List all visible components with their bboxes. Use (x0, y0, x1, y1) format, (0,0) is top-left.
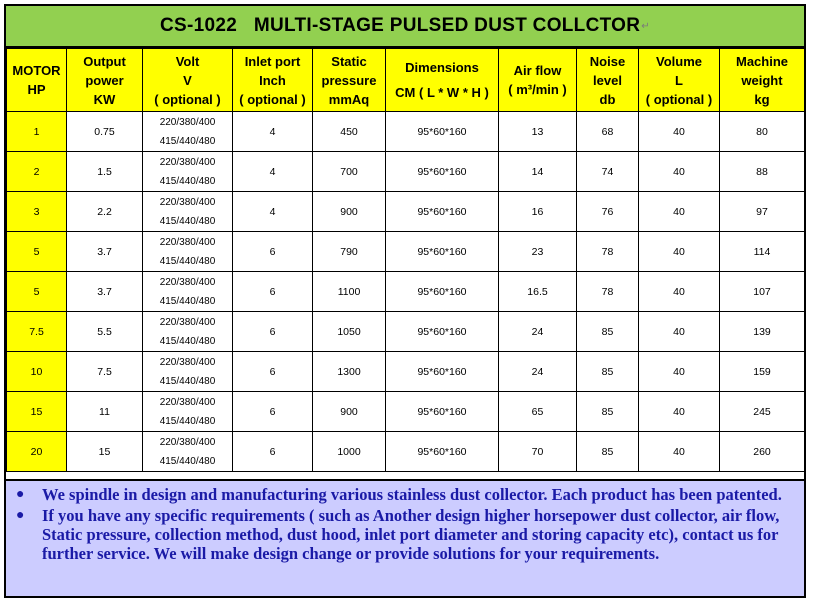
cell-dims: 95*60*160 (386, 392, 499, 432)
cell-hp: 2 (7, 152, 67, 192)
cell-weight: 245 (720, 392, 805, 432)
header-line: HP (27, 82, 46, 97)
notes-panel (6, 479, 804, 596)
header-line: Noise (589, 53, 626, 69)
cell-weight: 80 (720, 112, 805, 152)
cell-inlet: 6 (233, 232, 313, 272)
header-line: KW (93, 91, 116, 107)
spec-table (6, 48, 805, 472)
header-line: L (675, 72, 683, 88)
cell-static: 900 (313, 192, 386, 232)
cell-kw: 1.5 (67, 152, 143, 192)
voltage-line: 415/440/480 (159, 255, 216, 267)
header-line: Inlet port (244, 53, 301, 69)
cell-weight: 159 (720, 352, 805, 392)
table-row (7, 312, 805, 352)
voltage-line: 415/440/480 (159, 375, 216, 387)
cell-noise: 78 (577, 232, 639, 272)
header-line: Inch (259, 72, 286, 88)
cell-volume: 40 (639, 392, 720, 432)
cell-volt (143, 232, 233, 272)
cell-hp: 1 (7, 112, 67, 152)
cell-air: 65 (499, 392, 577, 432)
cell-weight: 114 (720, 232, 805, 272)
note-text: We spindle in design and manufacturing various stainless dust collector. Each product has been patented. (42, 485, 782, 504)
cell-volume: 40 (639, 432, 720, 472)
header-line: pressure (321, 72, 377, 88)
header-line: db (599, 91, 616, 107)
cell-noise: 85 (577, 432, 639, 472)
table-header (7, 49, 805, 112)
cell-volume: 40 (639, 232, 720, 272)
bullet-icon: ● (16, 508, 25, 523)
voltage-line: 220/380/400 (159, 356, 216, 368)
cell-dims: 95*60*160 (386, 432, 499, 472)
header-line: kg (754, 91, 770, 107)
cell-volt (143, 272, 233, 312)
voltage-line: 220/380/400 (159, 116, 216, 128)
header-line: ( optional ) (645, 91, 713, 107)
spec-sheet (4, 4, 806, 598)
header-line: V (183, 72, 192, 88)
cell-kw: 3.7 (67, 272, 143, 312)
cell-air: 16 (499, 192, 577, 232)
header-line: Static (331, 53, 367, 69)
cell-volume: 40 (639, 312, 720, 352)
cell-hp: 20 (7, 432, 67, 472)
cell-hp: 10 (7, 352, 67, 392)
cell-volt (143, 432, 233, 472)
header-line: Air flow (513, 63, 562, 78)
cell-weight: 139 (720, 312, 805, 352)
header-line: weight (741, 72, 783, 88)
table-row (7, 432, 805, 472)
cell-weight: 88 (720, 152, 805, 192)
cell-hp: 3 (7, 192, 67, 232)
cell-volt (143, 152, 233, 192)
header-line: Volume (656, 53, 702, 69)
voltage-line: 220/380/400 (159, 396, 216, 408)
cell-volt (143, 112, 233, 152)
voltage-line: 415/440/480 (159, 215, 216, 227)
cell-noise: 85 (577, 312, 639, 352)
cell-kw: 2.2 (67, 192, 143, 232)
cell-kw: 15 (67, 432, 143, 472)
voltage-line: 220/380/400 (159, 236, 216, 248)
cell-inlet: 4 (233, 192, 313, 232)
table-row (7, 392, 805, 432)
header-line: Output (83, 53, 126, 69)
column-header (233, 49, 313, 112)
cell-static: 450 (313, 112, 386, 152)
paragraph-mark-icon: ↵ (641, 20, 650, 32)
cell-static: 1050 (313, 312, 386, 352)
cell-hp: 15 (7, 392, 67, 432)
voltage-line: 415/440/480 (159, 455, 216, 467)
cell-kw: 3.7 (67, 232, 143, 272)
cell-air: 70 (499, 432, 577, 472)
voltage-line: 220/380/400 (159, 276, 216, 288)
page-title (6, 6, 804, 48)
header-line: level (593, 72, 622, 88)
voltage-line: 415/440/480 (159, 135, 216, 147)
cell-kw: 11 (67, 392, 143, 432)
column-header (67, 49, 143, 112)
voltage-line: 415/440/480 (159, 175, 216, 187)
note-item (14, 485, 794, 504)
voltage-line: 415/440/480 (159, 295, 216, 307)
cell-dims: 95*60*160 (386, 312, 499, 352)
cell-noise: 85 (577, 392, 639, 432)
cell-volt (143, 392, 233, 432)
table-body (7, 112, 805, 472)
cell-dims: 95*60*160 (386, 152, 499, 192)
column-header (499, 49, 577, 112)
cell-static: 1300 (313, 352, 386, 392)
cell-air: 24 (499, 352, 577, 392)
cell-weight: 97 (720, 192, 805, 232)
cell-air: 16.5 (499, 272, 577, 312)
cell-kw: 0.75 (67, 112, 143, 152)
cell-hp: 7.5 (7, 312, 67, 352)
title-text: CS-1022 MULTI-STAGE PULSED DUST COLLCTOR (160, 15, 641, 36)
cell-hp: 5 (7, 232, 67, 272)
cell-air: 14 (499, 152, 577, 192)
cell-volt (143, 352, 233, 392)
cell-noise: 78 (577, 272, 639, 312)
voltage-line: 220/380/400 (159, 316, 216, 328)
header-line: Dimensions (405, 60, 479, 75)
cell-inlet: 6 (233, 432, 313, 472)
header-line: ( optional ) (239, 91, 306, 107)
cell-inlet: 6 (233, 392, 313, 432)
cell-hp: 5 (7, 272, 67, 312)
voltage-line: 220/380/400 (159, 436, 216, 448)
header-line: Volt (175, 53, 200, 69)
header-row (7, 49, 805, 112)
column-header (7, 49, 67, 112)
cell-volt (143, 312, 233, 352)
voltage-line: 220/380/400 (159, 156, 216, 168)
cell-dims: 95*60*160 (386, 112, 499, 152)
header-line: ( optional ) (154, 91, 221, 107)
cell-volume: 40 (639, 152, 720, 192)
column-header (143, 49, 233, 112)
table-row (7, 112, 805, 152)
cell-inlet: 6 (233, 312, 313, 352)
voltage-line: 415/440/480 (159, 335, 216, 347)
column-header (720, 49, 805, 112)
header-line: CM ( L * W * H ) (395, 85, 489, 100)
header-line: power (85, 72, 124, 88)
cell-air: 23 (499, 232, 577, 272)
cell-volume: 40 (639, 112, 720, 152)
column-header (639, 49, 720, 112)
cell-volume: 40 (639, 192, 720, 232)
cell-noise: 74 (577, 152, 639, 192)
cell-noise: 85 (577, 352, 639, 392)
note-item (14, 506, 794, 563)
cell-static: 1000 (313, 432, 386, 472)
header-line: ( m³/min ) (508, 82, 567, 97)
table-row (7, 272, 805, 312)
cell-inlet: 6 (233, 272, 313, 312)
cell-static: 900 (313, 392, 386, 432)
header-line: mmAq (328, 91, 370, 107)
cell-dims: 95*60*160 (386, 352, 499, 392)
column-header (577, 49, 639, 112)
header-line: Machine (735, 53, 788, 69)
cell-kw: 5.5 (67, 312, 143, 352)
cell-weight: 107 (720, 272, 805, 312)
table-row (7, 232, 805, 272)
table-row (7, 152, 805, 192)
cell-dims: 95*60*160 (386, 272, 499, 312)
voltage-line: 220/380/400 (159, 196, 216, 208)
column-header (313, 49, 386, 112)
cell-air: 13 (499, 112, 577, 152)
note-text: If you have any specific requirements ( such as Another design higher horsepower dust collector, air flow, Static pressure, collection method, dust hood, inlet port diameter and storing capacity etc), contact us for further service. We will make design change or provide solutions for your requirements. (42, 506, 780, 563)
cell-inlet: 4 (233, 152, 313, 192)
cell-static: 1100 (313, 272, 386, 312)
voltage-line: 415/440/480 (159, 415, 216, 427)
table-row (7, 352, 805, 392)
cell-static: 700 (313, 152, 386, 192)
bullet-icon: ● (16, 487, 25, 502)
cell-weight: 260 (720, 432, 805, 472)
cell-noise: 76 (577, 192, 639, 232)
cell-inlet: 6 (233, 352, 313, 392)
cell-volume: 40 (639, 352, 720, 392)
cell-kw: 7.5 (67, 352, 143, 392)
column-header (386, 49, 499, 112)
cell-dims: 95*60*160 (386, 192, 499, 232)
cell-noise: 68 (577, 112, 639, 152)
header-line: MOTOR (12, 63, 61, 78)
cell-dims: 95*60*160 (386, 232, 499, 272)
cell-air: 24 (499, 312, 577, 352)
cell-volume: 40 (639, 272, 720, 312)
cell-static: 790 (313, 232, 386, 272)
table-row (7, 192, 805, 232)
cell-inlet: 4 (233, 112, 313, 152)
cell-volt (143, 192, 233, 232)
